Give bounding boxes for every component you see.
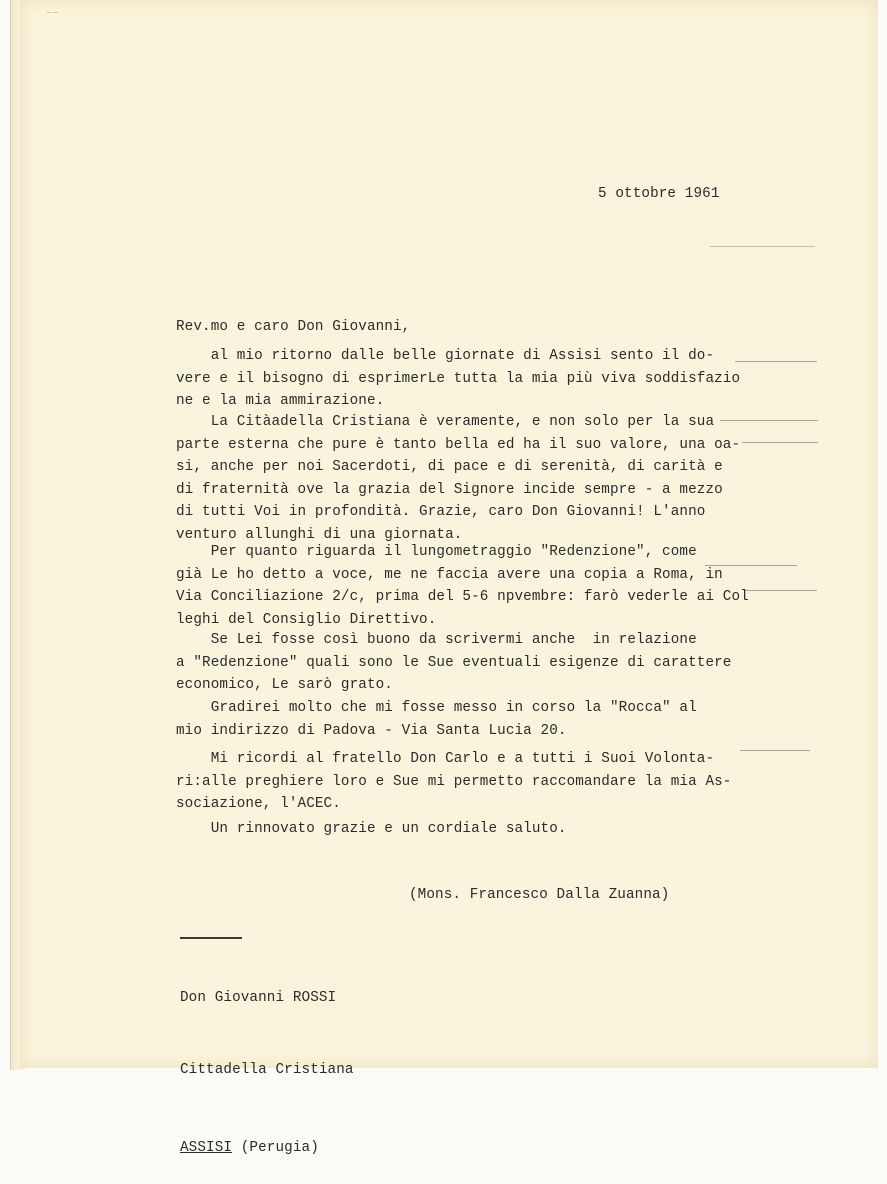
paragraph-line: Mi ricordi al fratello Don Carlo e a tutti i Suoi Volonta- — [176, 751, 715, 767]
paragraph-line: sociazione, l'ACEC. — [176, 796, 341, 812]
letter-date: 5 ottobre 1961 — [598, 186, 720, 202]
paragraph-line: mio indirizzo di Padova - Via Santa Lucia 20. — [176, 722, 567, 739]
recipient-organization: Cittadella Cristiana — [180, 1062, 354, 1078]
paragraph-line: a "Redenzione" quali sono le Sue eventuali esigenze di carattere — [176, 654, 732, 671]
letter-paragraph — [176, 818, 567, 841]
letter-paragraph — [176, 697, 697, 742]
letter-signature: (Mons. Francesco Dalla Zuanna) — [409, 887, 670, 903]
margin-pencil-line — [740, 750, 810, 751]
paragraph-line: già Le ho detto a voce, me ne faccia avere una copia a Roma, in — [176, 566, 723, 583]
letter-paragraph — [176, 411, 740, 546]
paragraph-line: Per quanto riguarda il lungometraggio "Redenzione", come — [176, 544, 697, 560]
paragraph-line: La Citàadella Cristiana è veramente, e non solo per la sua — [176, 414, 715, 430]
paragraph-line: ne e la mia ammirazione. — [176, 393, 385, 409]
margin-pencil-line — [742, 442, 818, 443]
margin-pencil-line — [705, 565, 797, 566]
paragraph-line: Un rinnovato grazie e un cordiale saluto. — [176, 821, 567, 837]
paragraph-line: ri:alle preghiere loro e Sue mi permetto raccomandare la mia As- — [176, 773, 732, 790]
corner-pencil-mark: ~~ — [46, 8, 60, 17]
paragraph-line: venturo allunghi di una giornata. — [176, 526, 463, 543]
letter-paragraph — [176, 541, 749, 631]
recipient-province: (Perugia) — [232, 1140, 319, 1156]
paragraph-line: di tutti Voi in profondità. Grazie, caro Don Giovanni! L'anno — [176, 504, 706, 520]
letter-paragraph — [176, 748, 732, 816]
margin-pencil-line — [735, 361, 817, 362]
paragraph-line: vere e il bisogno di esprimerLe tutta la mia più viva soddisfazio — [176, 370, 741, 387]
paragraph-line: economico, Le sarò grato. — [176, 677, 393, 693]
recipient-city: ASSISI — [180, 1140, 233, 1156]
recipient-address — [180, 938, 354, 1184]
letter-paragraph — [176, 629, 732, 697]
paragraph-line: Se Lei fosse così buono da scrivermi anche in relazione — [176, 632, 697, 648]
paragraph-line: si, anche per noi Sacerdoti, di pace e di serenità, di carità e — [176, 459, 723, 475]
paragraph-line: Gradirei molto che mi fosse messo in corso la "Rocca" al — [176, 700, 697, 716]
recipient-name: Don Giovanni ROSSI — [180, 990, 337, 1006]
recipient-city-line — [180, 1136, 354, 1160]
paragraph-line: di fraternità ove la grazia del Signore incide sempre - a mezzo — [176, 481, 723, 498]
paragraph-line: parte esterna che pure è tanto bella ed ha il suo valore, una oa- — [176, 436, 741, 453]
date-rule-line — [710, 246, 815, 247]
paragraph-line: leghi del Consiglio Direttivo. — [176, 611, 437, 628]
paragraph-line: Via Conciliazione 2/c, prima del 5-6 npvembre: farò vederle ai Col — [176, 589, 749, 605]
margin-pencil-line — [720, 420, 818, 421]
margin-pencil-line — [745, 590, 817, 591]
letter-salutation: Rev.mo e caro Don Giovanni, — [176, 319, 411, 335]
paragraph-line: al mio ritorno dalle belle giornate di Assisi sento il do- — [176, 348, 715, 364]
letter-paragraph — [176, 345, 740, 413]
